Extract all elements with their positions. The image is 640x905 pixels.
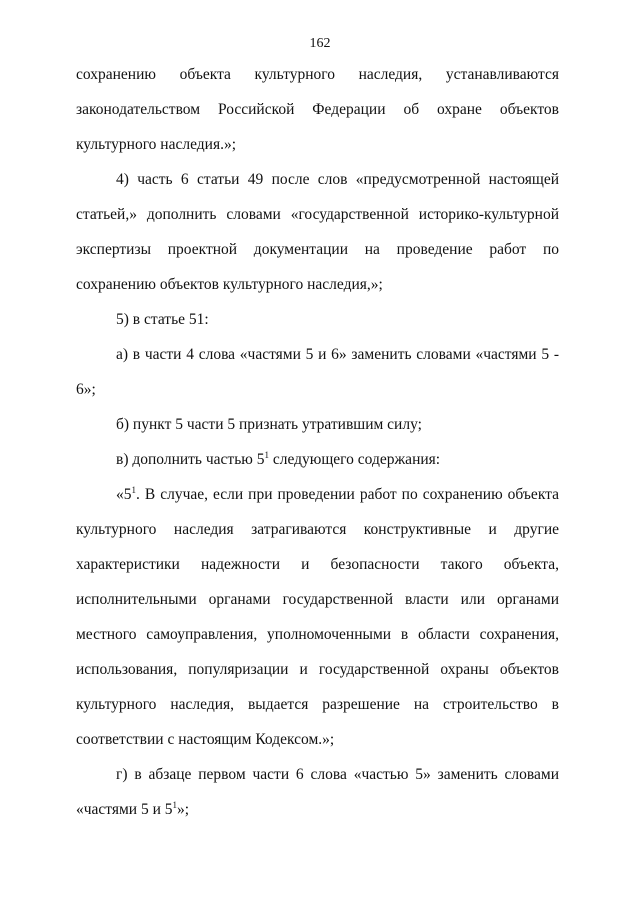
text-line: 4) часть 6 статьи 49 после слов «предусмотренной настоящей [116, 171, 559, 188]
text-fragment: в) дополнить частью 5 [116, 451, 265, 468]
text-line: использования, популяризации и государственной охраны объектов [76, 661, 559, 678]
text-fragment: следующего содержания: [272, 451, 441, 468]
text-line-with-superscript [116, 451, 440, 469]
text-line: культурного наследия затрагиваются конструктивные и другие [76, 521, 559, 538]
text-fragment: «частями 5 и 5 [76, 801, 173, 818]
text-line: 5) в статье 51: [116, 311, 209, 328]
text-line: экспертизы проектной документации на проведение работ по [76, 241, 559, 258]
text-fragment: «5 [116, 486, 132, 503]
text-line-with-superscript [116, 486, 559, 504]
text-line: статьей,» дополнить словами «государственной историко-культурной [76, 206, 559, 223]
page-number: 162 [309, 36, 331, 51]
text-line: культурного наследия, выдается разрешение на строительство в [76, 696, 559, 713]
superscript: 1 [172, 800, 178, 810]
text-line: б) пункт 5 части 5 признать утратившим силу; [116, 416, 422, 433]
text-fragment: »; [177, 801, 190, 818]
text-line: характеристики надежности и безопасности такого объекта, [76, 556, 559, 573]
text-line: г) в абзаце первом части 6 слова «частью 5» заменить словами [116, 766, 559, 783]
text-line: соответствии с настоящим Кодексом.»; [76, 731, 335, 748]
text-fragment: . В случае, если при проведении работ по сохранению объекта [136, 486, 559, 503]
text-line: исполнительными органами государственной власти или органами [76, 591, 559, 608]
text-line-with-superscript [76, 801, 189, 819]
text-line: сохранению объекта культурного наследия, устанавливаются [76, 66, 559, 83]
text-line: сохранению объектов культурного наследия,»; [76, 276, 383, 293]
superscript: 1 [264, 450, 269, 460]
text-line: а) в части 4 слова «частями 5 и 6» заменить словами «частями 5 - [116, 346, 559, 363]
text-line: культурного наследия.»; [76, 136, 237, 153]
superscript: 1 [131, 485, 136, 495]
text-line: законодательством Российской Федерации об охране объектов [76, 101, 559, 118]
text-line: местного самоуправления, уполномоченными в области сохранения, [76, 626, 559, 643]
text-line: 6»; [76, 381, 96, 398]
